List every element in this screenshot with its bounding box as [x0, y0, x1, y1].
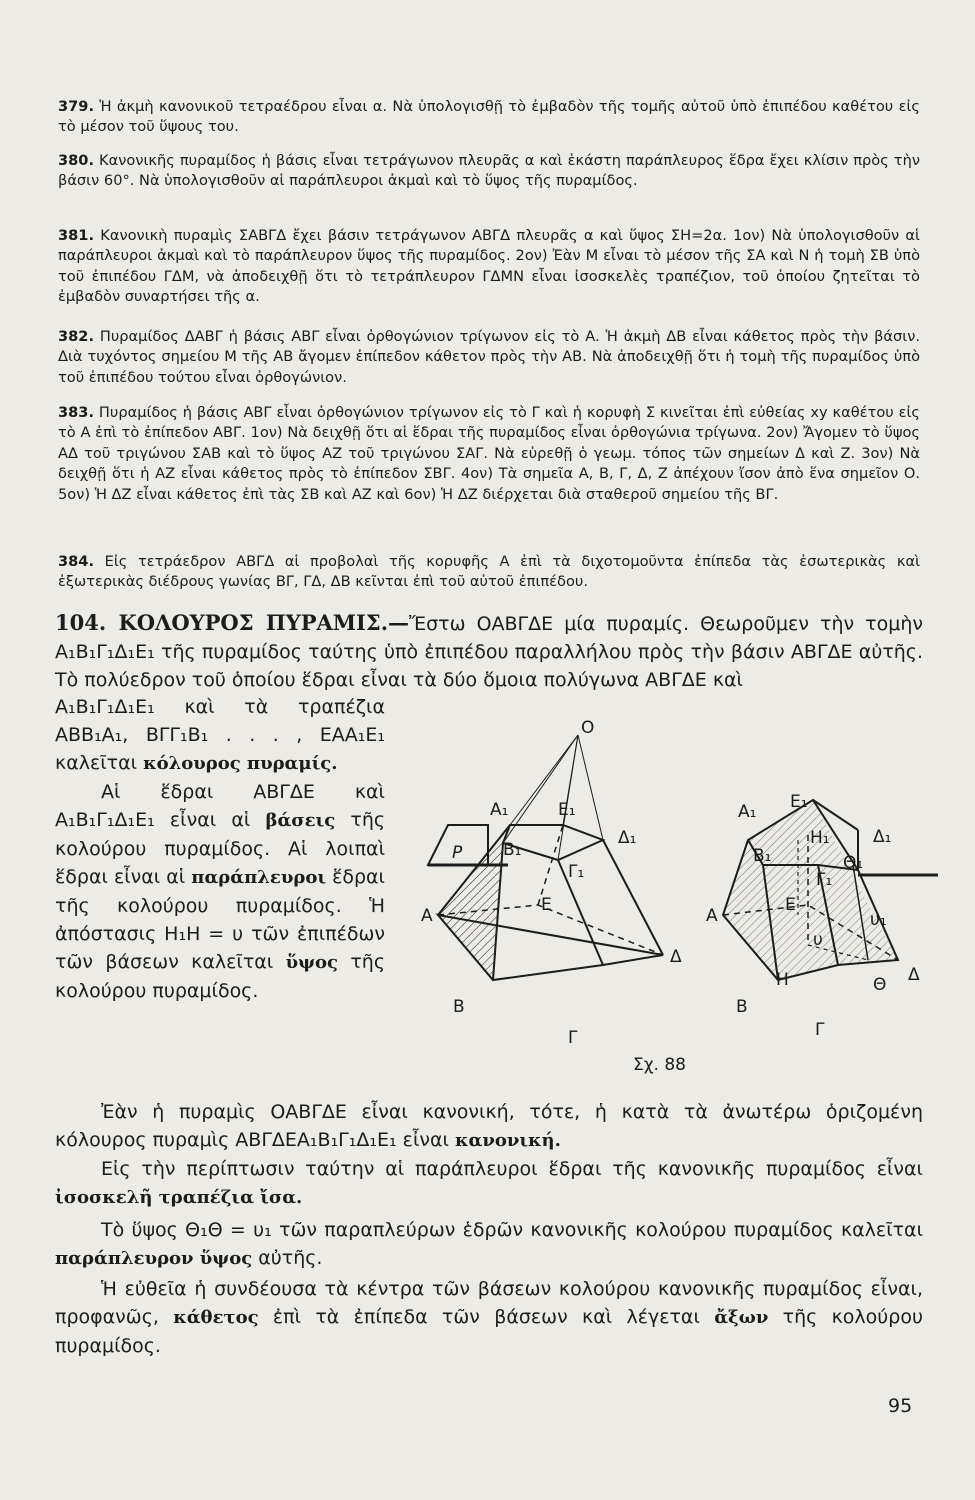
label-D: Δ [670, 947, 682, 967]
label-E1: E₁ [558, 800, 576, 820]
exercise-text: Κανονικῆς πυραμίδος ἡ βάσις εἶναι τετράγωνον πλευρᾶς α καὶ ἑκάστη παράπλευρος ἕδρα ἔχει κλίσιν πρὸς τὴν βάσιν 60°. Νὰ ὑπολογισθοῦν αἱ παράπλευροι ἀκμαὶ καὶ τὸ ὕψος τῆς πυραμίδος. [58, 152, 920, 190]
exercise-number: 382. [58, 328, 95, 345]
exercise-number: 383. [58, 404, 95, 421]
exercise-text: Πυραμίδος ἡ βάσις ΑΒΓ εἶναι ὀρθογώνιον τρίγωνον εἰς τὸ Γ καὶ ἡ κορυφὴ Σ κινεῖται ἐπὶ εὐθείας xy καθέτου εἰς τὸ Α ἐπὶ τὸ ἐπίπεδον ΑΒΓ. 1ον) Νὰ δειχθῇ ὅτι αἱ ἕδραι τῆς πυραμίδος εἶναι ὀρθογώνια τρίγωνα. 2ον) Ἄγομεν τὸ ὕψος ΑΔ τοῦ τριγώνου ΣΑΒ καὶ τὸ ὕψος ΑΖ τοῦ τριγώνου ΣΑΓ. Νὰ εὑρεθῇ ὁ γεωμ. τόπος τῶν σημείων Δ καὶ Ζ. 3ον) Νὰ δειχθῇ ὅτι ἡ ΑΖ εἶναι κάθετος πρὸς τὸ ἐπίπεδον ΣΒΓ. 4ον) Τὰ σημεῖα Α, Β, Γ, Δ, Ζ ἀπέχουν ἴσον ἀπὸ ἕνα σημεῖον Ο. 5ον) Ἡ ΔΖ εἶναι κάθετος ἐπὶ τὰς ΣΒ καὶ ΑΖ καὶ 6ον) Ἡ ΔΖ διέρχεται διὰ σταθεροῦ σημείου τῆς ΒΓ. [58, 404, 920, 503]
label-G1-right: Γ₁ [816, 870, 833, 890]
label-E-right: E [785, 895, 796, 915]
text: τῆς κολούρου πυραμίδος. Αἱ λοιπαὶ ἕδραι εἶναι αἱ [55, 809, 386, 888]
exercise-text: Ἡ ἀκμὴ κανονικοῦ τετραέδρου εἶναι α. Νὰ ὑπολογισθῇ τὸ ἐμβαδὸν τῆς τομῆς αὐτοῦ ὑπὸ ἐπιπέδου καθέτου εἰς τὸ μέσον τοῦ ὕψους του. [58, 98, 920, 136]
term-isosceles: ἰσοσκελῆ τραπέζια ἴσα. [55, 1187, 303, 1208]
label-A1: A₁ [490, 800, 509, 820]
label-u: υ [813, 930, 823, 950]
term-regular: κανονική. [455, 1130, 561, 1151]
label-A: A [421, 906, 433, 926]
exercise-382 [58, 327, 920, 388]
text: τῶν ἐπιπέδων τῶν βάσεων καλεῖται [55, 923, 386, 973]
text: τῆς κολούρου πυραμίδος. [55, 1306, 923, 1357]
term-bases: βάσεις [265, 810, 336, 831]
para-isosceles [55, 1155, 923, 1212]
section-title: 104. ΚΟΛΟΥΡΟΣ ΠΥΡΑΜΙΣ.— [55, 610, 410, 635]
text: Εἰς τὴν περίπτωσιν ταύτην αἱ παράπλευροι ἕδραι τῆς κανονικῆς πυραμίδος εἶναι [101, 1158, 923, 1180]
formula-frustum: ΑΒΓΔΕΑ₁Β₁Γ₁Δ₁Ε₁ [235, 1129, 397, 1151]
label-B: B [453, 997, 465, 1017]
text: τῆς κολούρου πυραμίδος. [55, 951, 385, 1002]
exercise-384 [58, 552, 920, 593]
term-frustum: κόλουρος πυραμίς. [143, 753, 338, 774]
text: ἐπὶ τὰ ἐπίπεδα τῶν βάσεων καὶ λέγεται [272, 1306, 700, 1328]
formula-trapezium: ΑΒΒ₁Α₁, [55, 724, 129, 746]
exercise-number: 381. [58, 227, 95, 244]
term-axis: ἄξων [714, 1307, 769, 1328]
label-D1-right: Δ₁ [873, 827, 892, 847]
exercise-text: Πυραμίδος ΔΑΒΓ ἡ βάσις ΑΒΓ εἶναι ὀρθογώνιον τρίγωνον εἰς τὸ Α. Ἡ ἀκμὴ ΔΒ εἶναι κάθετος πρὸς τὴν βάσιν. Διὰ τυχόντος σημείου Μ τῆς ΑΒ ἄγομεν ἐπίπεδον κάθετον πρὸς τὴν ΑΒ. Νὰ ἀποδειχθῇ ὅτι ἡ τομὴ τῆς πυραμίδος ὑπὸ τοῦ ἐπιπέδου τούτου εἶναι ὀρθογώνιον. [58, 328, 920, 386]
text: Ἡ εὐθεῖα ἡ συνδέουσα τὰ κέντρα τῶν βάσεων κολούρου κανονικῆς πυραμίδος εἶναι, προφανῶς, [55, 1278, 923, 1328]
figure-88 [418, 715, 958, 1075]
text: καὶ τὰ τραπέζια [184, 696, 385, 718]
label-A1-right: A₁ [738, 802, 757, 822]
label-G-right: Γ [815, 1020, 825, 1040]
text: Ἐὰν ἡ πυραμὶς ΟΑΒΓΔΕ εἶναι κανονική, τότε, ἡ κατὰ τὰ ἀνωτέρω ὁριζομένη κόλουρος πυραμὶς [55, 1101, 923, 1151]
text: Αἱ ἕδραι ΑΒΓΔΕ καὶ [101, 781, 385, 803]
label-B1: B₁ [503, 840, 522, 860]
exercise-381 [58, 226, 920, 308]
label-H1: H₁ [810, 828, 830, 848]
label-E1-right: E₁ [790, 792, 808, 812]
text: καλεῖται [55, 752, 138, 774]
text: Τὸ ὕψος [101, 1219, 178, 1241]
term-lateral: παράπλευροι [191, 867, 327, 888]
exercise-383 [58, 403, 920, 505]
exercise-379 [58, 97, 920, 138]
formula-trapezium: ΒΓΓ₁Β₁ . . . , [145, 724, 303, 746]
label-A-right: A [706, 906, 718, 926]
right-frustum [723, 800, 938, 980]
exercise-text: Εἰς τετράεδρον ΑΒΓΔ αἱ προβολαὶ τῆς κορυφῆς Α ἐπὶ τὰ διχοτομοῦντα ἐπίπεδα τὰς ἐσωτερικὰς καὶ ἐξωτερικὰς διέδρους γωνίας ΒΓ, ΓΔ, ΔΒ κεῖνται ἐπὶ τοῦ αὐτοῦ ἐπιπέδου. [58, 553, 921, 591]
formula-upper-base: Α₁Β₁Γ₁Δ₁Ε₁ [55, 809, 155, 831]
label-G: Γ [568, 1028, 578, 1048]
label-O: O [581, 718, 595, 738]
term-slant-height: παράπλευρον ὕψος [55, 1248, 253, 1269]
exercise-text: Κανονικὴ πυραμὶς ΣΑΒΓΔ ἔχει βάσιν τετράγωνον ΑΒΓΔ πλευρᾶς α καὶ ὕψος ΣΗ=2α. 1ον) Νὰ ὑπολογισθοῦν αἱ παράπλευροι ἀκμαὶ καὶ τὸ παράπλευρον ὕψος τῆς πυραμίδος. 2ον) Ἐὰν Μ εἶναι τὸ μέσον τῆς ΣΑ καὶ Ν ἡ τομὴ ΣΒ ὑπὸ τοῦ ἐπιπέδου ΓΔΜ, νὰ ἀποδειχθῇ ὅτι τὸ τετράπλευρον ΓΔΜΝ εἶναι ἰσοσκελὲς τραπέζιον, τοῦ ὁποίου ζητεῖται τὸ ἐμβαδὸν συναρτήσει τῆς α. [58, 227, 920, 306]
para-regular [55, 1098, 923, 1155]
label-Th1: Θ₁ [843, 853, 864, 873]
formula-height: Η₁Η = υ [164, 923, 244, 945]
text: τῶν παραπλεύρων ἑδρῶν κανονικῆς κολούρου πυραμίδος καλεῖται [279, 1219, 924, 1241]
exercise-number: 379. [58, 98, 95, 115]
label-D-right: Δ [908, 965, 920, 985]
formula-trapezium: ΕΑΑ₁Ε₁ [319, 724, 385, 746]
exercise-380 [58, 151, 920, 192]
label-G1: Γ₁ [568, 862, 585, 882]
term-perpendicular: κάθετος [173, 1307, 259, 1328]
label-B1-right: B₁ [753, 846, 772, 866]
label-E: E [541, 895, 552, 915]
exercise-number: 380. [58, 152, 95, 169]
label-B-right: B [736, 997, 748, 1017]
text: ἕδραι τῆς κολούρου πυραμίδος. Ἡ ἀπόστασις [55, 866, 385, 945]
text: εἶναι αἱ [169, 809, 251, 831]
term-height: ὕψος [285, 952, 338, 973]
label-H: H [776, 970, 789, 990]
label-D1: Δ₁ [618, 828, 637, 848]
label-Th: Θ [873, 975, 887, 995]
text: εἶναι [402, 1129, 449, 1151]
para-axis [55, 1275, 923, 1360]
section-intro [55, 609, 923, 694]
formula-upper-base: Α₁Β₁Γ₁Δ₁Ε₁ [55, 696, 155, 718]
text: Ἔστω ΟΑΒΓΔΕ μία πυραμίς. Θεωροῦμεν τὴν τομὴν [409, 613, 923, 635]
section-wrap-para [55, 693, 385, 1005]
figure-caption: Σχ. 88 [633, 1055, 687, 1075]
formula-upper-base: Α₁Β₁Γ₁Δ₁Ε₁ [55, 641, 155, 663]
text: τῆς πυραμίδος ταύτης ὑπὸ ἐπιπέδου παραλλήλου πρὸς τὴν βάσιν ΑΒΓΔΕ αὐτῆς. Τὸ πολύεδρον τοῦ ὁποίου ἕδραι εἶναι τὰ δύο ὅμοια πολύγωνα ΑΒΓΔΕ καὶ [55, 641, 923, 691]
label-u1: υ₁ [870, 910, 887, 930]
page-number: 95 [888, 1395, 913, 1417]
exercise-number: 384. [58, 553, 95, 570]
text: αὐτῆς. [258, 1247, 323, 1269]
formula-slant: Θ₁Θ = υ₁ [185, 1219, 272, 1241]
para-slant-height [55, 1216, 923, 1273]
label-P: P [452, 843, 463, 863]
